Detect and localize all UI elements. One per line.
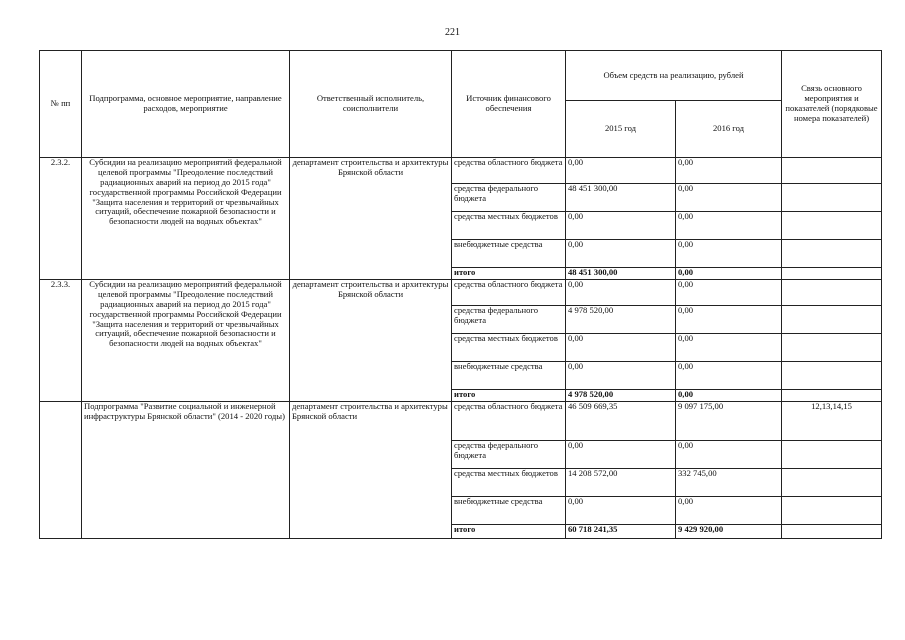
amount-2016: 0,00	[676, 184, 782, 212]
funding-source: средства областного бюджета	[452, 280, 566, 306]
indicator-link	[782, 158, 882, 184]
funding-source: средства местных бюджетов	[452, 334, 566, 362]
activity-name: Субсидии на реализацию мероприятий федеральной целевой программы "Преодоление последствий радиационных аварий на период до 2015 года" государственной программы Российской Федерации "Защита населения и территорий от чрезвычайных ситуаций, обеспечение пожарной безопасности и безопасности людей на водных объектах"	[82, 280, 290, 402]
indicator-link: 12,13,14,15	[782, 402, 882, 441]
funding-source: средства местных бюджетов	[452, 469, 566, 497]
funding-source: итого	[452, 390, 566, 402]
funding-source: итого	[452, 268, 566, 280]
amount-2015: 4 978 520,00	[566, 306, 676, 334]
amount-2016: 0,00	[676, 362, 782, 390]
header-year-2015: 2015 год	[566, 101, 676, 158]
indicator-link	[782, 334, 882, 362]
header-name: Подпрограмма, основное мероприятие, направление расходов, мероприятие	[82, 51, 290, 158]
header-num: № пп	[40, 51, 82, 158]
indicator-link	[782, 362, 882, 390]
amount-2016: 9 097 175,00	[676, 402, 782, 441]
amount-2016: 0,00	[676, 497, 782, 525]
funding-source: средства федерального бюджета	[452, 306, 566, 334]
amount-2016: 9 429 920,00	[676, 525, 782, 539]
funding-source: внебюджетные средства	[452, 362, 566, 390]
header-volume: Объем средств на реализацию, рублей	[566, 51, 782, 101]
indicator-link	[782, 184, 882, 212]
executor: департамент строительства и архитектуры Брянской области	[290, 402, 452, 539]
amount-2015: 0,00	[566, 497, 676, 525]
budget-table	[39, 50, 882, 539]
amount-2015: 0,00	[566, 441, 676, 469]
indicator-link	[782, 268, 882, 280]
table-row	[40, 158, 882, 184]
indicator-link	[782, 469, 882, 497]
row-number: 2.3.3.	[40, 280, 82, 402]
table-row	[40, 280, 882, 306]
funding-source: итого	[452, 525, 566, 539]
indicator-link	[782, 441, 882, 469]
page-number: 221	[445, 27, 460, 38]
row-number: 2.3.2.	[40, 158, 82, 280]
amount-2016: 0,00	[676, 212, 782, 240]
amount-2016: 0,00	[676, 280, 782, 306]
amount-2016: 0,00	[676, 390, 782, 402]
funding-source: внебюджетные средства	[452, 497, 566, 525]
activity-name: Субсидии на реализацию мероприятий федеральной целевой программы "Преодоление последствий радиационных аварий на период до 2015 года" государственной программы Российской Федерации "Защита населения и территорий от чрезвычайных ситуаций, обеспечение пожарной безопасности и безопасности людей на водных объектах"	[82, 158, 290, 280]
funding-source: средства федерального бюджета	[452, 184, 566, 212]
amount-2015: 14 208 572,00	[566, 469, 676, 497]
amount-2015: 46 509 669,35	[566, 402, 676, 441]
amount-2015: 0,00	[566, 280, 676, 306]
executor: департамент строительства и архитектуры Брянской области	[290, 158, 452, 280]
amount-2015: 0,00	[566, 240, 676, 268]
indicator-link	[782, 390, 882, 402]
indicator-link	[782, 497, 882, 525]
amount-2016: 0,00	[676, 441, 782, 469]
table-row	[40, 402, 882, 441]
header-executor: Ответственный исполнитель, соисполнители	[290, 51, 452, 158]
indicator-link	[782, 306, 882, 334]
indicator-link	[782, 212, 882, 240]
amount-2016: 0,00	[676, 306, 782, 334]
amount-2016: 0,00	[676, 158, 782, 184]
header-source: Источник финансового обеспечения	[452, 51, 566, 158]
funding-source: средства областного бюджета	[452, 402, 566, 441]
amount-2016: 0,00	[676, 268, 782, 280]
row-number	[40, 402, 82, 539]
amount-2015: 4 978 520,00	[566, 390, 676, 402]
activity-name: Подпрограмма "Развитие социальной и инженерной инфраструктуры Брянской области" (2014 - 2020 годы)	[82, 402, 290, 539]
funding-source: внебюджетные средства	[452, 240, 566, 268]
indicator-link	[782, 525, 882, 539]
funding-source: средства федерального бюджета	[452, 441, 566, 469]
amount-2016: 0,00	[676, 334, 782, 362]
amount-2015: 0,00	[566, 212, 676, 240]
indicator-link	[782, 280, 882, 306]
funding-source: средства областного бюджета	[452, 158, 566, 184]
funding-source: средства местных бюджетов	[452, 212, 566, 240]
amount-2015: 0,00	[566, 362, 676, 390]
amount-2015: 48 451 300,00	[566, 268, 676, 280]
amount-2015: 60 718 241,35	[566, 525, 676, 539]
indicator-link	[782, 240, 882, 268]
amount-2015: 0,00	[566, 158, 676, 184]
table-body	[40, 158, 882, 539]
executor: департамент строительства и архитектуры Брянской области	[290, 280, 452, 402]
amount-2015: 48 451 300,00	[566, 184, 676, 212]
header-link: Связь основного мероприятия и показателей (порядковые номера показателей)	[782, 51, 882, 158]
amount-2015: 0,00	[566, 334, 676, 362]
amount-2016: 332 745,00	[676, 469, 782, 497]
header-year-2016: 2016 год	[676, 101, 782, 158]
amount-2016: 0,00	[676, 240, 782, 268]
